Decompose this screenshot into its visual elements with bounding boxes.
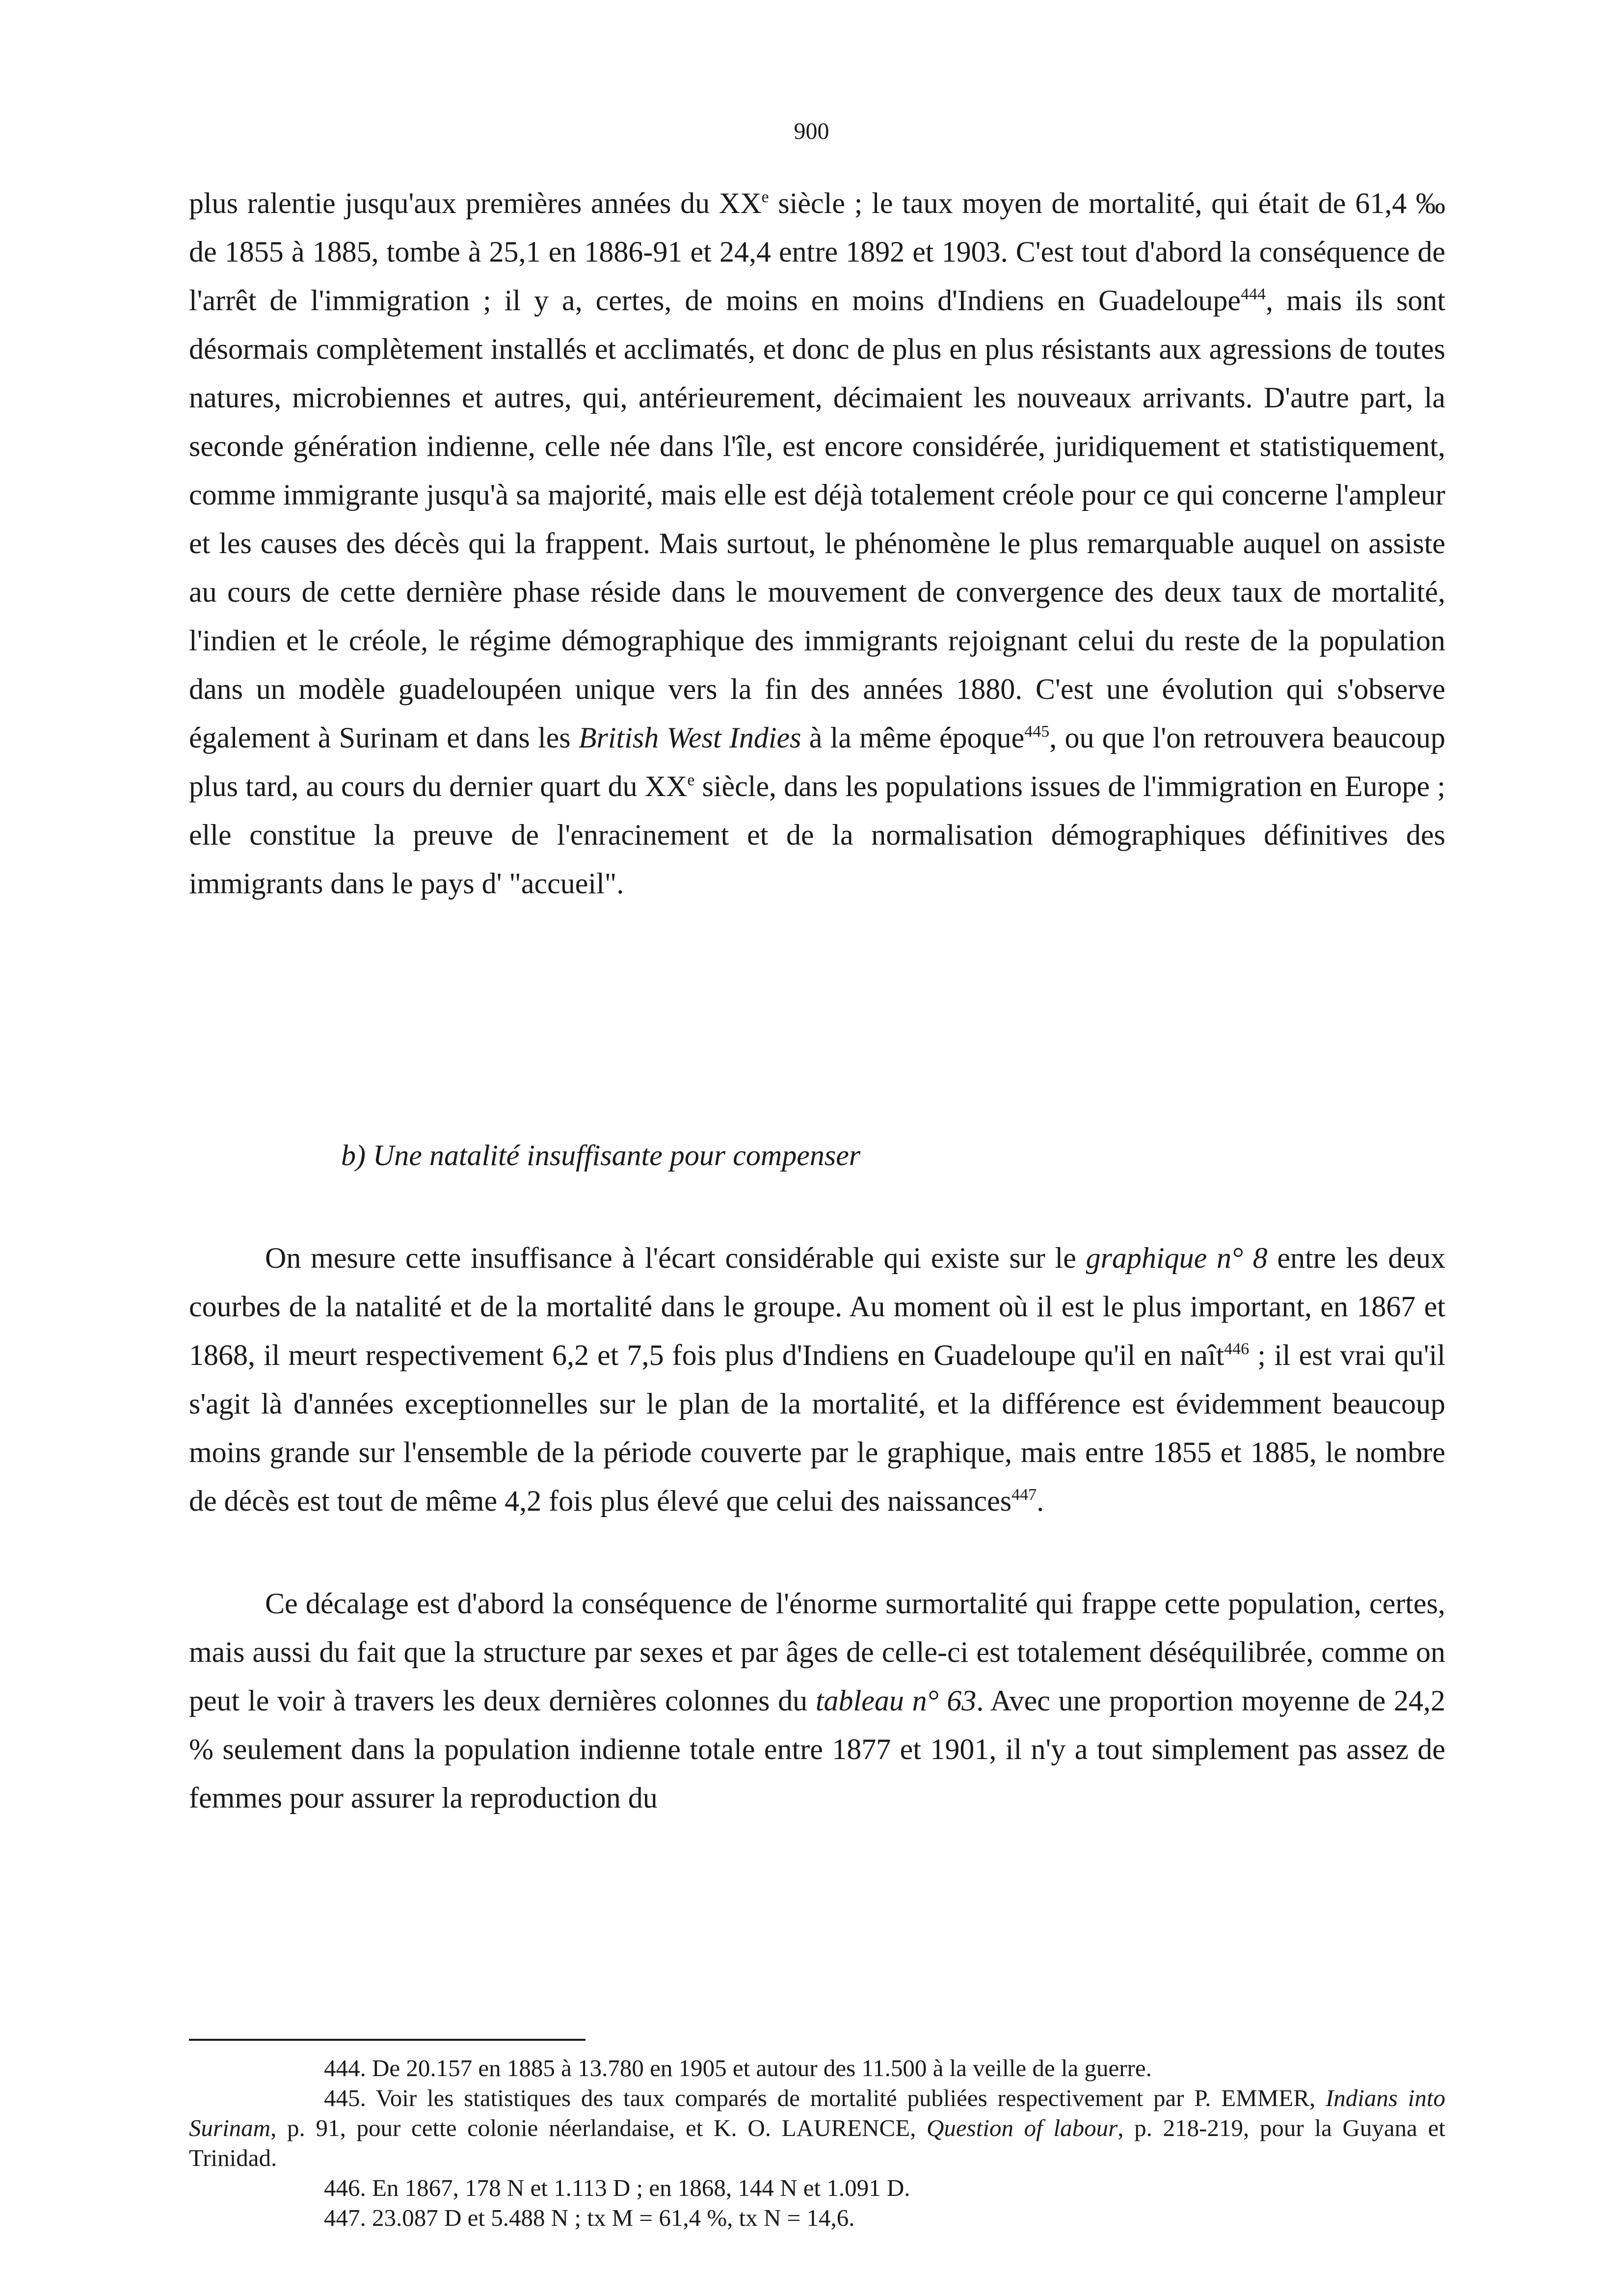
text-run: Ce décalage est d'abord la conséquence de l'énorme surmortalité qui frappe cette population, certes, mais aussi du fait que la structure par sexes et par âges de celle-ci est totalement déséquilibrée, comme on peut le voir à travers les deux dernières colonnes du <box>189 1587 1445 1717</box>
footnotes <box>189 2053 1445 2233</box>
italic-text: tableau n° 63 <box>815 1684 977 1717</box>
footnote-447: 447. 23.087 D et 5.488 N ; tx M = 61,4 %, tx N = 14,6. <box>324 2204 855 2231</box>
italic-text: Question of labour <box>927 2114 1118 2141</box>
paragraph-natality <box>189 1234 1445 1525</box>
italic-text: graphique n° 8 <box>1086 1242 1268 1274</box>
text-run: , p. 218-219, pour la Guyana et Trinidad. <box>189 2114 1445 2171</box>
footnote-ref-447: 447 <box>1011 1486 1037 1504</box>
text-run: entre les deux courbes de la natalité et de la mortalité dans le groupe. Au moment où il est le plus important, en 1867 et 1868, il meurt respectivement 6,2 et 7,5 fois plus d'Indiens en Guadeloupe qu'il en naît <box>189 1242 1445 1371</box>
page-number: 900 <box>794 118 829 144</box>
italic-text: Indians into Surinam <box>189 2084 1445 2141</box>
text-run: , ou que l'on retrouvera beaucoup plus tard, au cours du dernier quart du XX <box>189 721 1446 802</box>
text-run: siècle ; le taux moyen de mortalité, qui était de 61,4 ‰ de 1855 à 1885, tombe à 25,1 en 1886-91 et 24,4 entre 1892 et 1903. C'est tout d'abord la conséquence de l'arrêt de l'immigration ; il y a, certes, de moins en moins d'Indiens en Guadeloupe <box>189 187 1446 317</box>
italic-text: British West Indies <box>578 721 801 754</box>
text-run: siècle, dans les populations issues de l'immigration en Europe ; elle constitue la preuve de l'enracinement et de la normalisation démographiques définitives des immigrants dans le pays d' "accueil". <box>189 770 1445 900</box>
text-run: plus ralentie jusqu'aux premières années du XX <box>189 187 762 219</box>
text-run: . Avec une proportion moyenne de 24,2 % seulement dans la population indienne totale entre 1877 et 1901, il n'y a tout simplement pas assez de femmes pour assurer la reproduction du <box>189 1684 1446 1814</box>
footnote-separator <box>189 2039 585 2041</box>
footnote-ref-446: 446 <box>1224 1340 1250 1358</box>
text-run: , mais ils sont désormais complètement installés et acclimatés, et donc de plus en plus résistants aux agressions de toutes natures, microbiennes et autres, qui, antérieurement, décimaient les nouveaux arrivants. D'autre part, la seconde génération indienne, celle née dans l'île, est encore considérée, juridiquement et statistiquement, comme immigrante jusqu'à sa majorité, mais elle est déjà totalement créole pour ce qui concerne l'ampleur et les causes des décès qui la frappent. Mais surtout, le phénomène le plus remarquable auquel on assiste au cours de cette dernière phase réside dans le mouvement de convergence des deux taux de mortalité, l'indien et le créole, le régime démographique des immigrants rejoignant celui du reste de la population dans un modèle guadeloupéen unique vers la fin des années 1880. C'est une évolution qui s'observe également à Surinam et dans les <box>189 284 1445 754</box>
paragraph-imbalance <box>189 1579 1445 1822</box>
section-title: b) Une natalité insuffisante pour compenser <box>341 1139 861 1172</box>
text-run: , p. 91, pour cette colonie néerlandaise, et K. O. LAURENCE, <box>270 2114 927 2141</box>
footnote-ref-445: 445 <box>1024 722 1050 741</box>
main-text <box>189 179 1445 1822</box>
paragraph-mortality <box>189 179 1445 1018</box>
text-run: On mesure cette insuffisance à l'écart considérable qui existe sur le <box>265 1242 1086 1274</box>
footnote-ref-444: 444 <box>1241 285 1266 303</box>
footnote-446: 446. En 1867, 178 N et 1.113 D ; en 1868, 144 N et 1.091 D. <box>324 2174 910 2201</box>
text-run: à la même époque <box>801 721 1025 754</box>
footnote-445 <box>189 2083 1445 2173</box>
footnote-444: 444. De 20.157 en 1885 à 13.780 en 1905 et autour des 11.500 à la veille de la guerre. <box>324 2055 1152 2082</box>
superscript: e <box>761 188 769 206</box>
superscript: e <box>687 771 695 789</box>
text-run: . <box>1037 1485 1044 1517</box>
text-run: ; il est vrai qu'il s'agit là d'années exceptionnelles sur le plan de la mortalité, et la différence est évidemment beaucoup moins grande sur l'ensemble de la période couverte par le graphique, mais entre 1855 et 1885, le nombre de décès est tout de même 4,2 fois plus élevé que celui des naissances <box>189 1339 1445 1517</box>
text-run: 445. Voir les statistiques des taux comparés de mortalité publiées respectivement par P. EMMER, <box>324 2084 1326 2111</box>
